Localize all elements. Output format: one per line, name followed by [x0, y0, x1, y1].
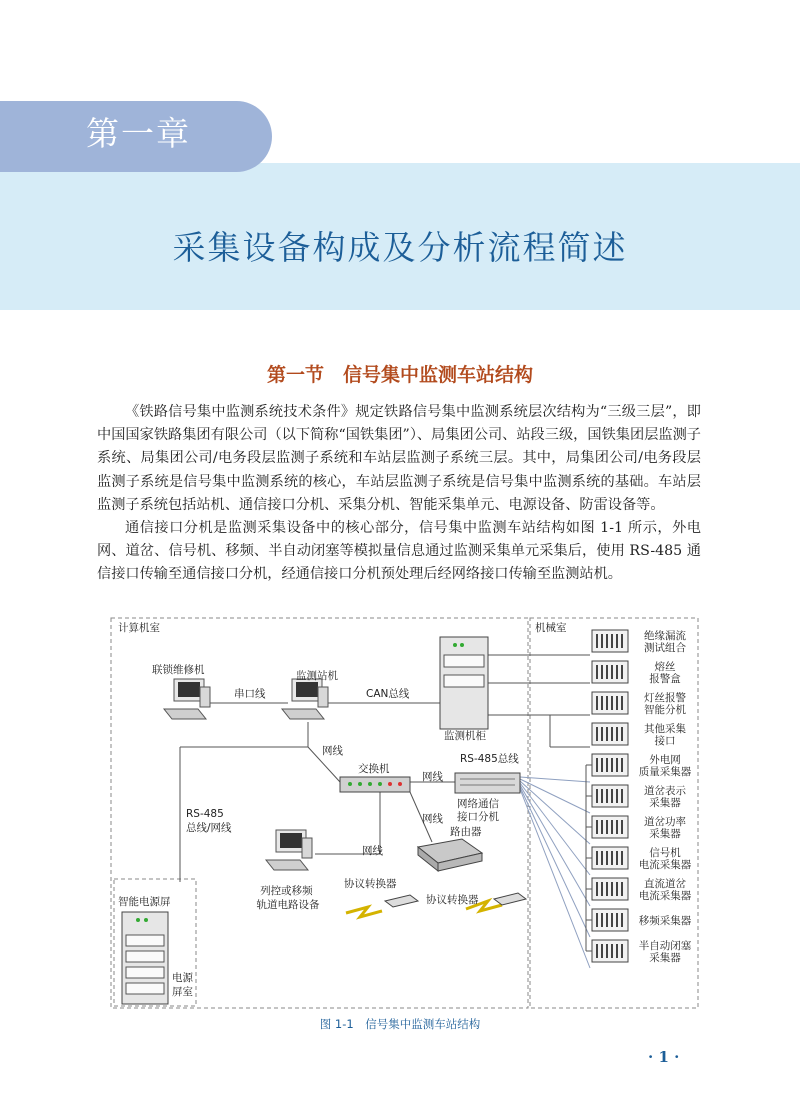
text-line: 接口分机 [457, 811, 499, 823]
power-cabinet [122, 912, 168, 1004]
text-line: 总线/网线 [186, 822, 232, 834]
router-label: 路由器 [450, 826, 482, 838]
section-title: 第一节 信号集中监测车站结构 [266, 364, 533, 386]
collector-label: 道岔表示采集器 [644, 785, 686, 809]
text-line: RS-485 [186, 808, 224, 820]
switch-label: 交换机 [358, 763, 390, 775]
collector-device [592, 878, 628, 900]
text-line: 屏室 [172, 986, 193, 998]
collector-device [592, 909, 628, 931]
link-label: CAN总线 [366, 688, 410, 700]
chapter-title: 采集设备构成及分析流程简述 [172, 228, 628, 267]
remote-pc-label [257, 884, 320, 911]
proto1-label: 协议转换器 [344, 878, 397, 890]
figure-caption: 图 1-1 信号集中监测车站结构 [319, 1017, 481, 1031]
collector-device [592, 630, 628, 652]
link-label: 网线 [422, 813, 443, 825]
page-number: · 1 · [648, 1048, 680, 1066]
protocol-converter-1 [385, 895, 418, 907]
link-label: 网线 [362, 845, 383, 857]
protocol-converter-2 [494, 893, 526, 905]
collector-label: 灯丝报警智能分机 [644, 692, 686, 716]
text-line: 列控或移频 [260, 885, 313, 897]
station-structure-diagram [110, 617, 700, 1012]
monitoring-cabinet [440, 637, 488, 729]
power-cab-label [172, 971, 196, 998]
collector-device [592, 940, 628, 962]
link-label: 网线 [322, 745, 343, 757]
comm-extension-unit [455, 773, 520, 793]
collector-device [592, 785, 628, 807]
router-device [418, 839, 482, 871]
chapter-label: 第一章 [86, 114, 191, 153]
cabinet-label: 监测机柜 [444, 730, 486, 742]
body-text [97, 401, 701, 587]
link-label: RS-485总线 [460, 753, 519, 765]
rs485-net-label [186, 808, 232, 834]
zone-label: 智能电源屏 [118, 896, 171, 908]
collector-device [592, 847, 628, 869]
paragraph: 《铁路信号集中监测系统技术条件》规定铁路信号集中监测系统层次结构为“三级三层”，即中国国家铁路集团有限公司（以下简称“国铁集团”）、局集团公司、站段三级，国铁集团层监测子系统、局集团公司/电务段层监测子系统和车站层监测子系统三层。其中，局集团公司/电务段层监测子系统是信号集中监测系统的核心，车站层监测子系统是信号集中监测系统的基础。车站层监测子系统包括站机、通信接口分机、采集分机、智能采集单元、电源设备、防雷设备等。 [97, 404, 701, 513]
collector-label: 熔丝报警盒 [649, 661, 681, 685]
comm-ext-label [457, 797, 502, 823]
collector-label: 其他采集接口 [644, 723, 686, 747]
collector-label: 信号机电流采集器 [638, 847, 692, 871]
zone-label: 计算机室 [118, 622, 160, 634]
proto2-label: 协议转换器 [426, 894, 479, 906]
text-line: 网络通信 [457, 798, 499, 810]
text-line: 轨道电路设备 [256, 899, 320, 911]
text-line: 电源 [172, 972, 193, 984]
collector-device [592, 754, 628, 776]
link-label: 串口线 [234, 688, 266, 700]
zone-label: 机械室 [535, 622, 567, 634]
station-pc-label: 监测站机 [296, 670, 338, 682]
collector-label: 外电网质量采集器 [638, 754, 692, 778]
collector-label: 半自动闭塞采集器 [638, 940, 692, 964]
maint-pc-label: 联锁维修机 [152, 664, 205, 676]
collector-device [592, 661, 628, 683]
collector-list [586, 629, 692, 964]
link-label: 网线 [422, 771, 443, 783]
collector-device [592, 692, 628, 714]
switch-device [340, 777, 410, 792]
collector-device [592, 723, 628, 745]
collector-label: 移频采集器 [638, 915, 692, 927]
paragraph: 通信接口分机是监测采集设备中的核心部分，信号集中监测车站结构如图 1-1 所示，外电网、道岔、信号机、移频、半自动闭塞等模拟量信息通过监测采集单元采集后，使用 RS-485 通信接口传输至通信接口分机，经通信接口分机预处理后经网络接口传输至监测站机。 [97, 520, 701, 583]
collector-label: 直流道岔电流采集器 [638, 878, 692, 902]
collector-label: 绝缘漏流测试组合 [644, 630, 686, 654]
collector-device [592, 816, 628, 838]
collector-label: 道岔功率采集器 [644, 816, 686, 840]
